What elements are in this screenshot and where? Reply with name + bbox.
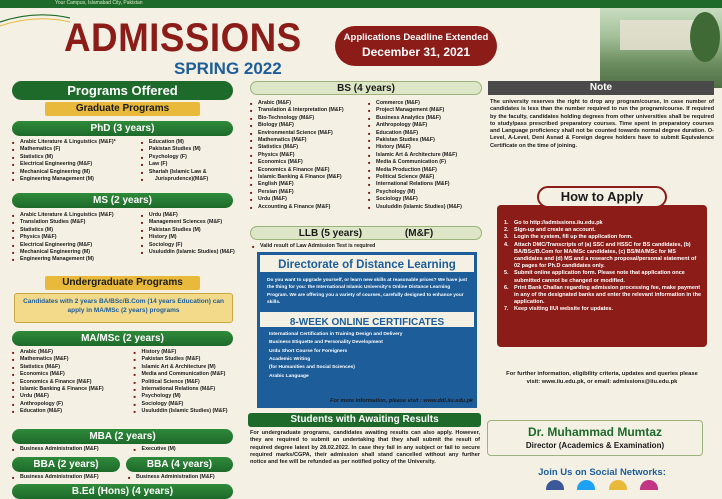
building-shape — [620, 20, 700, 50]
bs-list — [250, 100, 486, 211]
step-text: Login the system, fill up the application form. — [514, 234, 633, 241]
list-item: ■ Translation Studies (M&F) — [12, 219, 141, 226]
list-item: ■ Islamic Banking & Finance (M&F) — [250, 174, 368, 181]
list-item: ■ Education (M&F) — [12, 408, 134, 415]
list-item: ■ Business Analytics (M&F) — [368, 115, 486, 122]
list-item: ■ International Relations (M&F) — [134, 386, 244, 393]
list-item: ■ Pakistan Studies (M) — [141, 227, 244, 234]
step-text: Sign-up and create an account. — [514, 227, 596, 234]
tree-shape — [690, 12, 720, 62]
distance-title: Directorate of Distance Learning — [278, 259, 456, 271]
bba4-header: BBA (4 years) — [126, 457, 233, 472]
mamsc-header: MA/MSc (2 years) — [12, 331, 233, 346]
list-item: ■ Psychology (M) — [134, 393, 244, 400]
director-name: Dr. Muhammad Mumtaz — [527, 425, 662, 439]
list-item: ■ Translation & Interpretation (M&F) — [250, 107, 368, 114]
mamsc-list — [12, 349, 244, 416]
list-item: ■ Statistics (M) — [12, 227, 141, 234]
list-item: ■ Physics (M&F) — [12, 234, 141, 241]
list-item: ■ Environmental Science (M&F) — [250, 130, 368, 137]
list-item: ■ Usuluddin (Islamic Studies) (M&F) — [134, 408, 244, 415]
distance-intro: Do you want to upgrade yourself, or learn new skills at reasonable prices? We have just the thing for you: the International Islamic University's Online Distance Learning Program. We are offering you a variety of courses, carefully designed to enhance your skills. — [267, 278, 468, 305]
spring-2022: SPRING 2022 — [174, 59, 282, 78]
cert-item: Urdu Short Course for Foreigners — [269, 348, 348, 354]
list-item: ■ Urdu (M&F) — [141, 212, 244, 219]
step-text: Submit online application form. Please note that application once submitted cannot be changed or modified. — [514, 270, 685, 284]
cert-item: Arabic Language — [269, 373, 309, 379]
list-item: ■ Mechanical Engineering (M) — [12, 249, 141, 256]
list-item: ■ Mathematics (F) — [12, 146, 141, 153]
awaiting-results-header: Students with Awaiting Results — [248, 413, 481, 427]
list-item: ■ Sociology (M&F) — [368, 196, 486, 203]
top-strip-text: Your Campus, Islamabad City, Pakistan — [55, 0, 143, 6]
step-number: 1. — [504, 220, 509, 226]
list-item: ■ Economics & Finance (M&F) — [250, 167, 368, 174]
deadline-banner — [335, 26, 497, 66]
list-item: ■ International Relations (M&F) — [368, 181, 486, 188]
list-item: ■ Usuluddin (Islamic Studies) (M&F) — [141, 249, 244, 256]
llb-title: LLB (5 years) — [298, 228, 363, 239]
note-text: The university reserves the right to drop any program/course, in case number of candidates is less than the number required to run the program/course. If required by the faculty, candidates holding degrees from other universities shall be required to study/pass prescribed preparatory courses. Time spent in preparatory courses and Language proficiency shall not be counted towards normal degree duration. O-Level, A-Level, Deni Asnad & Foreign degree holders have to submit Equivalence Certificate on the time of joining. — [490, 99, 714, 149]
step-number: 5. — [504, 270, 509, 277]
how-to-apply-title-bar — [537, 186, 667, 208]
cert-title: 8-WEEK ONLINE CERTIFICATES — [289, 317, 445, 329]
list-item: ■ Anthropology (M&F) — [368, 122, 486, 129]
list-item: ■ Management Sciences (M&F) — [141, 219, 244, 226]
list-item: ■ Psychology (F) — [141, 154, 244, 161]
list-item: ■ Project Management (M&F) — [368, 107, 486, 114]
step-number: 2. — [504, 227, 509, 234]
candidates-note-text: Candidates with 2 years BA/BSc/B.Com (14 years Education) can apply in MA/MSc (2 years) programs — [23, 298, 224, 314]
cert-item: (for Humanities and Social Sciences) — [269, 365, 355, 371]
list-item: ■ Arabic Literature & Linguistics (M&F) — [12, 212, 141, 219]
bed-header: B.Ed (Hons) (4 years) — [12, 484, 233, 499]
mba-col2 — [134, 446, 244, 453]
list-item: ■ Arabic (M&F) — [250, 100, 368, 107]
list-item: ■ English (M&F) — [250, 181, 368, 188]
social-header: Join Us on Social Networks: — [538, 467, 666, 478]
step-text: Attach DMC/Transcripts of (a) SSC and HSSC for BS candidates, (b) BA/BSc/B.Com for MA/MSc candidates, (c) BS/MA/MSc for MS candidates and (d) MS and a research proposal/personal statement of 02 pages for Ph.D candidates only. — [514, 241, 697, 270]
ms-header: MS (2 years) — [12, 193, 233, 208]
step-item — [504, 220, 702, 227]
list-item: ■ Pakistan Studies (M) — [141, 146, 244, 153]
cert-item: International Certification in Training Design and Delivery — [269, 332, 403, 338]
list-item: ■ Statistics (M&F) — [250, 144, 368, 151]
list-item: ■ Electrical Engineering (M&F) — [12, 242, 141, 249]
list-item: ■ Commerce (M&F) — [368, 100, 486, 107]
bs-col1 — [250, 100, 368, 211]
mamsc-col2 — [134, 349, 244, 416]
youtube-icon[interactable] — [609, 480, 627, 490]
list-item: ■ Media & Communication (F) — [368, 159, 486, 166]
list-item: ■ Anthropology (F) — [12, 401, 134, 408]
list-item: ■ Economics (M&F) — [12, 371, 134, 378]
list-item: ■ Accounting & Finance (M&F) — [250, 204, 368, 211]
instagram-icon[interactable] — [640, 480, 658, 490]
undergraduate-programs-header: Undergraduate Programs — [45, 276, 200, 290]
list-item: ■ Islamic Art & Architecture (M&F) — [368, 152, 486, 159]
list-item: ■ Pakistan Studies (M&F) — [134, 356, 244, 363]
note-header: Note — [488, 81, 714, 95]
list-item: ■ Education (M) — [141, 139, 244, 146]
list-item: ■ Bio-Technology (M&F) — [250, 115, 368, 122]
list-item: ■ Mathematics (M&F) — [12, 356, 134, 363]
llb-gender: (M&F) — [404, 228, 434, 239]
list-item: ■ Statistics (M&F) — [12, 364, 134, 371]
contact-info — [490, 370, 714, 386]
llb-note-list — [252, 243, 482, 250]
step-number: 7. — [504, 306, 509, 313]
facebook-icon[interactable] — [546, 480, 564, 490]
bba2-list — [12, 474, 130, 481]
llb-note: ■ Valid result of Law Admission Test is required — [252, 243, 482, 250]
mamsc-col1 — [12, 349, 134, 416]
list-item: ■ Executive (M) — [134, 446, 244, 453]
phd-col2 — [141, 139, 244, 183]
how-to-apply-title: How to Apply — [560, 189, 644, 204]
list-item: ■ Mechanical Engineering (M) — [12, 169, 141, 176]
list-item: ■ Media Production (M&F) — [368, 167, 486, 174]
list-item: ■ Islamic Banking & Finance (M&F) — [12, 386, 134, 393]
top-strip — [0, 0, 722, 8]
cert-title-bar — [260, 312, 474, 327]
list-item: ■ Business Administration (M&F) — [12, 474, 130, 481]
step-number: 4. — [504, 241, 509, 248]
list-item: ■ History (M) — [141, 234, 244, 241]
list-item: ■ Physics (M&F) — [250, 152, 368, 159]
list-item: ■ Engineering Management (M) — [12, 256, 141, 263]
social-icons — [546, 480, 658, 490]
twitter-icon[interactable] — [577, 480, 595, 490]
list-item: ■ Pakistan Studies (M&F) — [368, 137, 486, 144]
cert-item: Business Etiquette and Personality Development — [269, 340, 383, 346]
bba4-list — [128, 474, 246, 481]
list-item: ■ Sociology (F) — [141, 242, 244, 249]
list-item-continuation: ■ Jurisprudence)(M&F) — [141, 176, 244, 183]
list-item: ■ Mathematics (M&F) — [250, 137, 368, 144]
contact-line2: visit: www.iiu.edu.pk, or email: admissions@iiu.edu.pk — [526, 379, 678, 385]
bs-header: BS (4 years) — [250, 81, 482, 95]
list-item: ■ Business Administration (M&F) — [128, 474, 246, 481]
step-item — [504, 285, 702, 307]
list-item: ■ Sociology (M&F) — [134, 401, 244, 408]
list-item: ■ Media and Communication (M&F) — [134, 371, 244, 378]
how-to-apply-steps — [504, 220, 702, 314]
director-box — [487, 420, 703, 456]
list-item: ■ Urdu (M&F) — [250, 196, 368, 203]
list-item: ■ Economics & Finance (M&F) — [12, 379, 134, 386]
list-item: ■ Biology (M&F) — [250, 122, 368, 129]
list-item: ■ Law (F) — [141, 161, 244, 168]
list-item: ■ History (M&F) — [134, 349, 244, 356]
list-item: ■ Political Science (M&F) — [134, 379, 244, 386]
distance-title-bar — [260, 255, 474, 272]
bs-col2 — [368, 100, 486, 211]
mba-list — [12, 446, 244, 453]
admissions-title: ADMISSIONS — [64, 16, 302, 60]
step-item — [504, 242, 702, 271]
contact-line1: For further information, eligibility criteria, updates and queries please — [506, 371, 698, 377]
list-item: ■ Education (M&F) — [368, 130, 486, 137]
step-number: 3. — [504, 234, 509, 241]
list-item: ■ Business Administration (M&F) — [12, 446, 134, 453]
ms-col2 — [141, 212, 244, 264]
list-item: ■ Shariah (Islamic Law & — [141, 169, 244, 176]
phd-list — [12, 139, 244, 183]
phd-header: PhD (3 years) — [12, 121, 233, 136]
list-item: ■ Political Science (M&F) — [368, 174, 486, 181]
list-item: ■ Islamic Art & Architecture (M) — [134, 364, 244, 371]
list-item: ■ Psychology (M) — [368, 189, 486, 196]
director-title: Director (Academics & Examination) — [525, 441, 665, 450]
list-item: ■ History (M&F) — [368, 144, 486, 151]
candidates-note-box — [14, 293, 233, 323]
programs-offered-header: Programs Offered — [12, 81, 233, 100]
distance-more-info: For more information, please visit : www.ddl.iiu.edu.pk — [330, 398, 473, 404]
llb-header — [250, 226, 482, 240]
mba-header: MBA (2 years) — [12, 429, 233, 444]
cert-item: Academic Writing — [269, 357, 311, 363]
mba-col1 — [12, 446, 134, 453]
step-text: Print Bank Challan regarding admission processing fee, make payment in any of the designated banks and enter the relevant information in the application. — [514, 284, 702, 306]
list-item: ■ Usuluddin (Islamic Studies) (M&F) — [368, 204, 486, 211]
list-item: ■ Urdu (M&F) — [12, 393, 134, 400]
step-text: Go to http://admissions.iiu.edu.pk — [514, 220, 603, 226]
step-item — [504, 234, 702, 241]
step-item — [504, 270, 702, 284]
deadline-label: Applications Deadline Extended — [343, 32, 489, 43]
cert-list — [257, 327, 477, 381]
list-item: ■ Electrical Engineering (M&F) — [12, 161, 141, 168]
deadline-date: December 31, 2021 — [361, 45, 471, 59]
list-item: ■ Engineering Management (M) — [12, 176, 141, 183]
awaiting-results-text: For undergraduate programs, candidates awaiting results can also apply. However, they are required to submit an undertaking that they shall submit the result of required degree latest by 28.02.2022. In case they fail in any subject or fail to secure required marks/CGPA, their admission shall stand cancelled without any further notice and fee will be refunded as per notified policy of the University. — [250, 430, 480, 466]
step-number: 6. — [504, 284, 509, 291]
bba2-header: BBA (2 years) — [12, 457, 120, 472]
graduate-programs-header: Graduate Programs — [45, 102, 200, 116]
step-item — [504, 227, 702, 234]
ms-list — [12, 212, 244, 264]
list-item: ■ Economics (M&F) — [250, 159, 368, 166]
ms-col1 — [12, 212, 141, 264]
list-item: ■ Statistics (M) — [12, 154, 141, 161]
phd-col1 — [12, 139, 141, 183]
campus-photo — [600, 8, 722, 88]
list-item: ■ Persian (M&F) — [250, 189, 368, 196]
distance-learning-box — [257, 252, 477, 408]
decorative-arcs — [0, 8, 70, 28]
step-item — [504, 306, 702, 313]
step-text: Keep visiting IIUI website for updates. — [514, 306, 614, 313]
list-item: ■ Arabic Literature & Linguistics (M&F)* — [12, 139, 141, 146]
list-item: ■ Arabic (M&F) — [12, 349, 134, 356]
arc-lines-graphic — [0, 8, 70, 28]
